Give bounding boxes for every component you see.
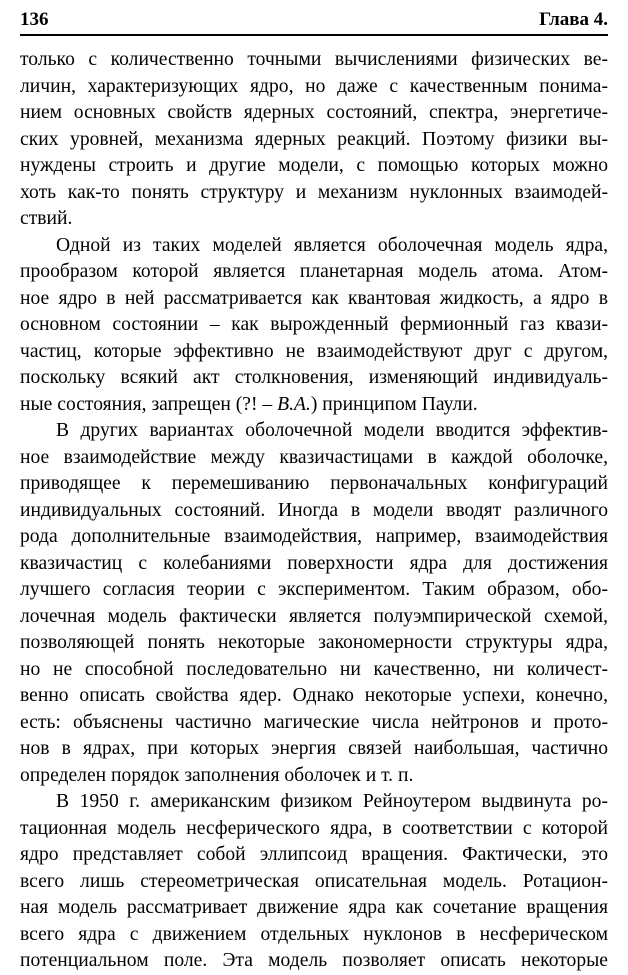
paragraph xyxy=(20,418,608,789)
text-line: частиц, которые эффективно не взаимодействуют друг с другом, xyxy=(20,340,608,362)
paragraph xyxy=(20,233,608,419)
text-line: всего ядра с движением отдельных нуклонов в несферическом xyxy=(20,923,608,945)
paragraph xyxy=(20,47,608,233)
text-line: только с количественно точными вычислениями физических ве- xyxy=(20,49,608,70)
text-line: всего лишь стереометрическая описательная модель. Ротацион- xyxy=(20,870,608,892)
text-line: хоть как-то понять структуру и механизм нуклонных взаимодей- xyxy=(20,181,608,203)
text-line: лочечная модель фактически является полуэмпирической схемой, xyxy=(20,605,608,627)
text-line: рода дополнительные взаимодействия, например, взаимодействия xyxy=(20,526,608,547)
text-line: но не способной последовательно ни качественно, ни количест- xyxy=(20,658,608,680)
text-line: венно описать свойства ядер. Однако некоторые успехи, конечно, xyxy=(20,685,608,706)
text-line: нием основных свойств ядерных состояний, спектра, энергетиче- xyxy=(20,102,608,123)
text-line: потенциальном поле. Эта модель позволяет описать некоторые xyxy=(20,950,608,971)
text-line: нуждены строить и другие модели, с помощью которых можно xyxy=(20,155,608,176)
text-line: В 1950 г. американским физиком Рейноутером выдвинута ро- xyxy=(56,791,608,812)
text-line: ное взаимодействие между квазичастицами в каждой оболочке, xyxy=(20,446,608,468)
text-line: индивидуальных состояний. Иногда в модели вводят различного xyxy=(20,499,608,521)
text-line: позволяющей понять некоторые закономерности структуры ядра, xyxy=(20,632,608,653)
text-line: квазичастиц с колебаниями поверхности ядра для достижения xyxy=(20,552,608,574)
body-text xyxy=(20,47,608,975)
text-line: Одной из таких моделей является оболочечная модель ядра, xyxy=(56,234,608,256)
text-line: лучшего согласия теории с экспериментом. Таким образом, обо- xyxy=(20,579,608,600)
text-line: личин, характеризующих ядро, но даже с качественным понима- xyxy=(20,75,608,97)
text-line: ная модель рассматривает движение ядра как сочетание вращения xyxy=(20,897,608,918)
text-line: есть: объяснены частично магические числа нейтронов и прото- xyxy=(20,711,608,733)
text-line: определен порядок заполнения оболочек и т. п. xyxy=(20,764,414,786)
text-line: приводящее к перемешиванию первоначальных конфигураций xyxy=(20,473,608,494)
chapter-title: Глава 4. xyxy=(539,9,608,30)
text-line: основном состоянии – как вырожденный фермионный газ квази- xyxy=(20,314,608,335)
text-line: ядро представляет собой эллипсоид вращения. Фактически, это xyxy=(20,844,608,865)
text-line: прообразом которой является планетарная модель атома. Атом- xyxy=(20,261,608,282)
text-line: поскольку всякий акт столкновения, изменяющий индивидуаль- xyxy=(20,367,608,388)
text-line: ствий. xyxy=(20,208,73,229)
text-line: ное ядро в ней рассматривается как квантовая жидкость, а ядро в xyxy=(20,287,608,309)
text-line: ные состояния, запрещен (?! – В.А.) принципом Паули. xyxy=(20,393,478,415)
running-header xyxy=(20,8,608,36)
text-line: В других вариантах оболочечной модели вводится эффектив- xyxy=(56,420,608,441)
text-line: ских уровней, механизма ядерных реакций. Поэтому физики вы- xyxy=(20,128,608,150)
paragraph xyxy=(20,789,608,975)
text-line: нов в ядрах, при которых энергия связей наибольшая, частично xyxy=(20,738,608,759)
page-number: 136 xyxy=(20,9,49,30)
text-line: тационная модель несферического ядра, в соответствии с которой xyxy=(20,817,608,839)
